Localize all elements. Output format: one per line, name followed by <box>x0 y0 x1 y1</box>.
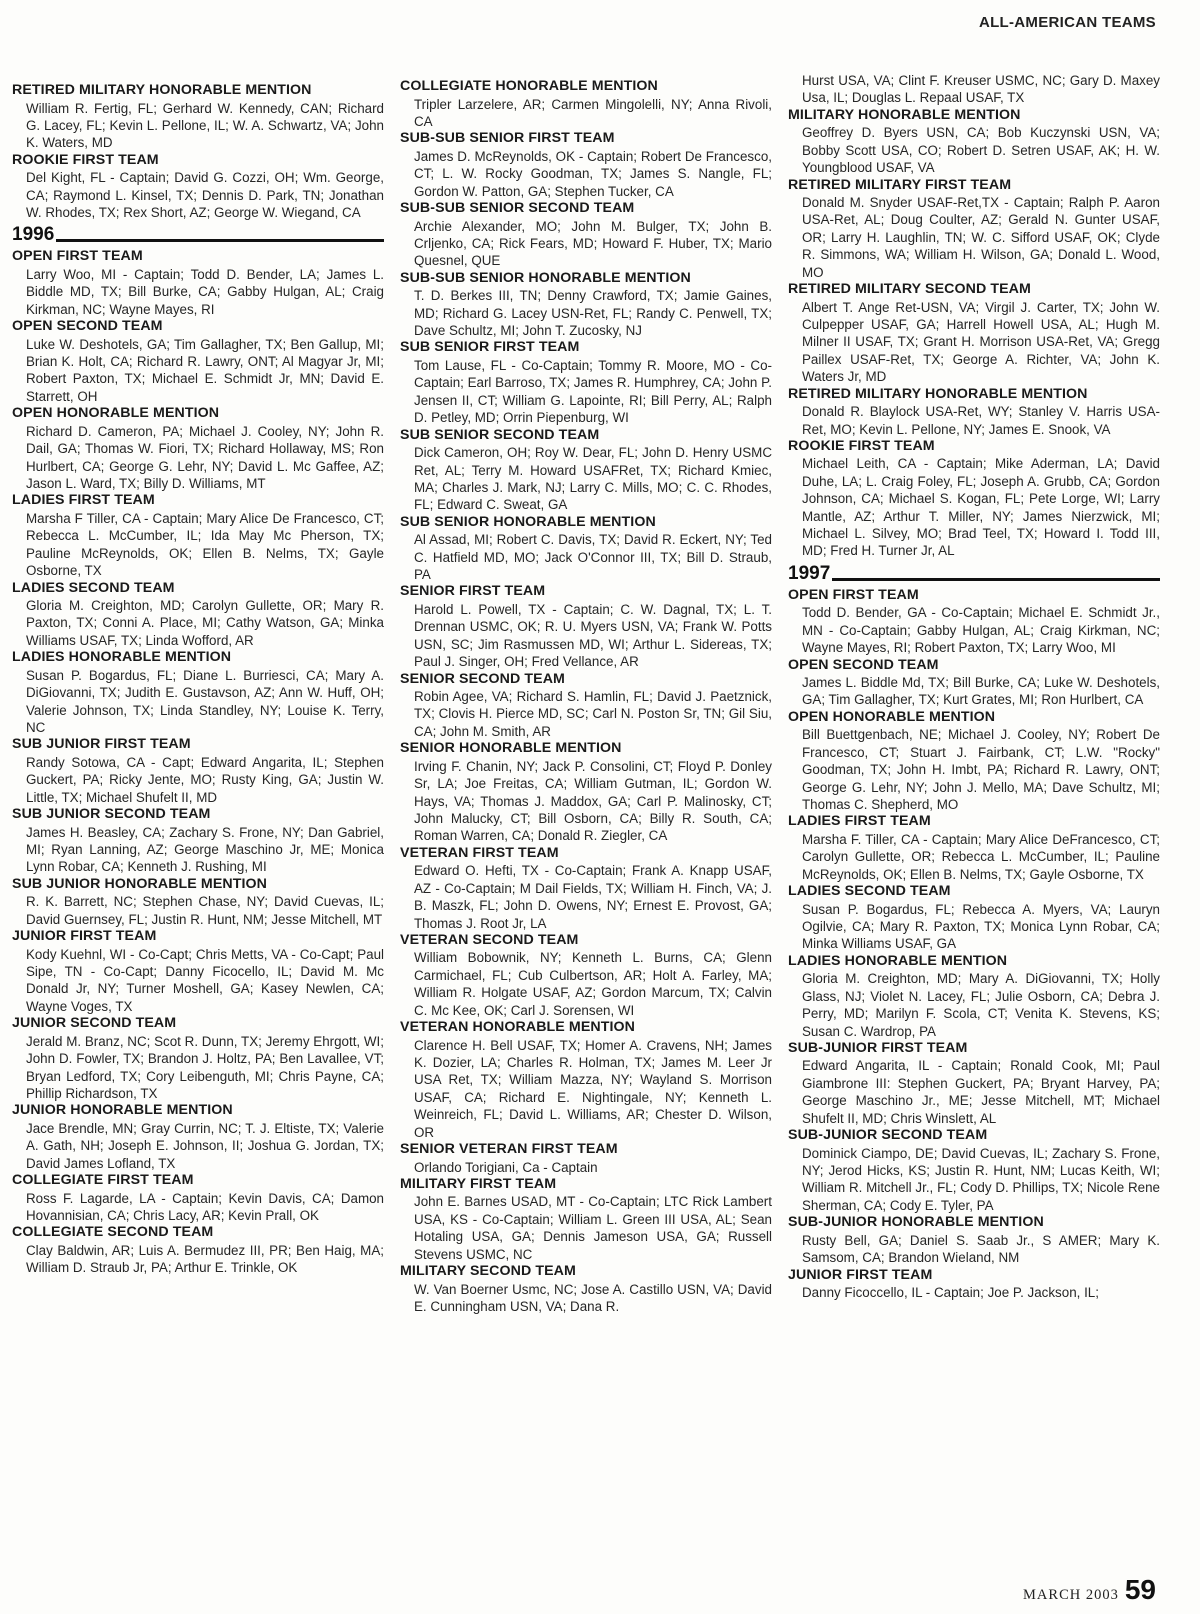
team-section <box>12 1224 384 1276</box>
team-heading: OPEN SECOND TEAM <box>788 656 939 673</box>
year-heading: 1997 <box>788 562 831 584</box>
team-section <box>400 932 772 1019</box>
team-section <box>788 107 1160 177</box>
team-members: Rusty Bell, GA; Daniel S. Saab Jr., S AMER; Mary K. Samsom, CA; Brandon Wieland, NM <box>802 1232 1160 1266</box>
team-section <box>400 200 772 270</box>
team-heading: VETERAN SECOND TEAM <box>400 931 579 948</box>
team-heading: OPEN HONORABLE MENTION <box>12 405 220 422</box>
team-section <box>12 736 384 806</box>
team-heading: RETIRED MILITARY SECOND TEAM <box>788 281 1031 298</box>
team-section <box>788 1267 1160 1302</box>
team-section <box>788 709 1160 814</box>
team-section <box>400 339 772 426</box>
team-members: William Bobownik, NY; Kenneth L. Burns, CA; Glenn Carmichael, FL; Cub Culbertson, AR; Holt A. Farley, MA; William R. Holgate USAF, AZ; Gordon Marcum, TX; Calvin C. Mc Kee, OK; Carl J. Sorensen, WI <box>414 950 772 1018</box>
year-heading: 1996 <box>12 224 55 246</box>
team-section <box>788 177 1160 282</box>
team-section <box>12 82 384 152</box>
team-section <box>12 152 384 222</box>
team-members: Albert T. Ange Ret-USN, VA; Virgil J. Carter, TX; John W. Culpepper USAF, GA; Harrell Howell USA, AL; Hugh M. Milner II USAF, TX; Grant H. Morrison USA-Ret, VA; Gregg Paillex USAF-Ret, TX; George A. Richter, VA; John K. Waters Jr, MD <box>802 299 1160 385</box>
team-section <box>788 1214 1160 1266</box>
team-heading: SUB SENIOR SECOND TEAM <box>400 426 600 443</box>
team-heading: SUB-JUNIOR HONORABLE MENTION <box>788 1214 1044 1231</box>
team-section <box>400 845 772 932</box>
team-members: Robin Agee, VA; Richard S. Hamlin, FL; David J. Paetznick, TX; Clovis H. Pierce MD, SC; Carl N. Poston Sr, TN; Gil Siu, CA; John M. Smith, AR <box>414 689 772 739</box>
team-members: Harold L. Powell, TX - Captain; C. W. Dagnal, TX; L. T. Drennan USMC, OK; R. U. Myers USN, VA; Frank W. Potts USN, SC; Jim Rasmussen MD, WI; Arthur L. Sidereas, TX; Paul J. Singer, OH; Fred Vellance, AR <box>414 601 772 670</box>
team-section <box>788 281 1160 386</box>
team-members: Danny Ficoccello, IL - Captain; Joe P. Jackson, IL; <box>802 1285 1099 1301</box>
team-heading: SENIOR VETERAN FIRST TEAM <box>400 1141 618 1157</box>
team-members: Clay Baldwin, AR; Luis A. Bermudez III, PR; Ben Haig, MA; William D. Straub Jr, PA; Arthur E. Trinkle, OK <box>26 1242 384 1276</box>
team-members: Susan P. Bogardus, FL; Diane L. Burriesci, CA; Mary A. DiGiovanni, TX; Judith E. Gustavson, AZ; Ann W. Huff, OH; Valerie Johnson, TX; Linda Standley, NY; Louise K. Terry, NC <box>26 667 384 735</box>
team-section <box>12 405 384 492</box>
team-members: Larry Woo, MI - Captain; Todd D. Bender, LA; James L. Biddle MD, TX; Bill Burke, CA; Gabby Hulgan, AL; Craig Kirkman, NC; Wayne Mayes, RI <box>26 266 384 317</box>
team-members: Luke W. Deshotels, GA; Tim Gallagher, TX; Ben Gallup, MI; Brian K. Holt, CA; Richard R. Lawry, ONT; Al Magyar Jr, MI; Robert Paxton, TX; Michael E. Schmidt Jr, MN; David E. Starrett, OH <box>26 336 384 404</box>
team-heading: JUNIOR HONORABLE MENTION <box>12 1102 233 1119</box>
team-section <box>400 270 772 340</box>
team-section <box>788 1040 1160 1127</box>
team-section <box>400 1176 772 1263</box>
team-members: James H. Beasley, CA; Zachary S. Frone, NY; Dan Gabriel, MI; Ryan Lanning, AZ; George Maschino Jr, ME; Monica Lynn Robar, CA; Kenneth J. Rushing, MI <box>26 824 384 875</box>
team-members: Donald M. Snyder USAF-Ret,TX - Captain; Ralph P. Aaron USA-Ret, AL; Doug Coulter, AZ; Gerald N. Gunter USAF, OR; Larry H. Laughlin, TN; W. C. Sifford USAF, OK; Clyde R. Simmons, WA; William H. Wilson, GA; Donald L. Wood, MO <box>802 195 1160 280</box>
team-heading: OPEN SECOND TEAM <box>12 318 163 335</box>
team-section <box>788 883 1160 953</box>
team-heading: LADIES HONORABLE MENTION <box>12 649 232 666</box>
team-heading: SENIOR FIRST TEAM <box>400 583 546 600</box>
team-heading: JUNIOR FIRST TEAM <box>788 1266 933 1283</box>
team-members: Dick Cameron, OH; Roy W. Dear, FL; John D. Henry USMC Ret, AL; Terry M. Howard USAFRet, TX; Richard Kmiec, MA; Charles J. Mark, NJ; Larry C. Mills, MO; C. C. Rhodes, FL; Edward C. Sweat, GA <box>414 445 772 513</box>
team-heading: RETIRED MILITARY HONORABLE MENTION <box>788 385 1088 402</box>
team-section <box>400 671 772 741</box>
team-heading: SUB SENIOR FIRST TEAM <box>400 339 580 356</box>
team-members: Irving F. Chanin, NY; Jack P. Consolini, CT; Floyd P. Donley Sr, LA; Joe Freitas, CA; William Gutman, IL; Gordon W. Hays, VA; Thomas J. Maddox, GA; Carl P. Malinosky, CT; John Malucky, CT; Bill Osborn, CA; Billy R. South, CA; Roman Warren, CA; Donald R. Ziegler, CA <box>414 758 772 844</box>
team-members: Hurst USA, VA; Clint F. Kreuser USMC, NC; Gary D. Maxey Usa, IL; Douglas L. Repaal USAF, TX <box>802 73 1160 106</box>
team-heading: COLLEGIATE HONORABLE MENTION <box>400 78 658 94</box>
team-section <box>400 78 772 130</box>
team-heading: VETERAN HONORABLE MENTION <box>400 1019 636 1036</box>
team-section <box>12 492 384 579</box>
team-members: James L. Biddle Md, TX; Bill Burke, CA; Luke W. Deshotels, GA; Tim Gallagher, TX; Kurt Grates, MI; Ron Hurlbert, CA <box>802 675 1160 708</box>
page-footer <box>1023 1574 1156 1606</box>
team-heading: ROOKIE FIRST TEAM <box>788 437 935 454</box>
team-section <box>400 1019 772 1141</box>
team-members: Tom Lause, FL - Co-Captain; Tommy R. Moore, MO - Co-Captain; Earl Barroso, TX; James R. Humphrey, CA; John P. Jensen II, CT; William G. Lapointe, RI; Bill Perry, AL; Ralph D. Petley, MD; Orrin Piepenburg, WI <box>414 357 772 426</box>
team-heading: LADIES SECOND TEAM <box>788 883 951 900</box>
team-heading: LADIES SECOND TEAM <box>12 579 175 596</box>
running-head: ALL-AMERICAN TEAMS <box>978 14 1156 31</box>
team-section <box>400 583 772 670</box>
team-section <box>400 514 772 584</box>
team-members: Archie Alexander, MO; John M. Bulger, TX; John B. Crljenko, CA; Rick Fears, MD; Howard F. Huber, TX; Mario Quesnel, QUE <box>414 218 772 269</box>
team-heading: OPEN FIRST TEAM <box>788 586 919 603</box>
page-number: 59 <box>1124 1574 1156 1605</box>
team-heading: JUNIOR SECOND TEAM <box>12 1015 177 1032</box>
team-section <box>400 130 772 200</box>
team-section <box>788 813 1160 883</box>
team-section <box>12 1172 384 1224</box>
team-members: T. D. Berkes III, TN; Denny Crawford, TX; Jamie Gaines, MD; Richard G. Lacey USN-Ret, FL; Randy C. Penwell, TX; Dave Schultz, MI; John T. Zucosky, NJ <box>414 288 772 339</box>
team-section <box>788 587 1160 657</box>
team-members: John E. Barnes USAD, MT - Co-Captain; LTC Rick Lambert USA, KS - Co-Captain; William L. Green III USA, AL; Sean Hotaling USA, GA; Dennis Jameson USA, GA; Russell Stevens USMC, NC <box>414 1194 772 1262</box>
team-members: William R. Fertig, FL; Gerhard W. Kennedy, CAN; Richard G. Lacey, FL; Kevin L. Pellone, IL; W. A. Schwartz, VA; John K. Waters, MD <box>26 100 384 151</box>
team-members: Orlando Torigiani, Ca - Captain <box>414 1159 598 1175</box>
team-heading: SUB JUNIOR HONORABLE MENTION <box>12 875 268 892</box>
column-1 <box>12 82 384 1277</box>
team-members: Del Kight, FL - Captain; David G. Cozzi, OH; Wm. George, CA; Raymond L. Kinsel, TX; Dennis D. Park, TN; Jonathan W. Rhodes, TX; Rex Short, AZ; George W. Wiegand, CA <box>26 170 384 221</box>
team-heading: RETIRED MILITARY HONORABLE MENTION <box>12 82 312 98</box>
team-heading: SUB-SUB SENIOR HONORABLE MENTION <box>400 269 691 286</box>
team-heading: MILITARY FIRST TEAM <box>400 1175 557 1192</box>
year-divider <box>788 564 1160 584</box>
team-heading: ROOKIE FIRST TEAM <box>12 151 159 168</box>
team-section <box>12 806 384 876</box>
team-heading: SUB-SUB SENIOR SECOND TEAM <box>400 200 635 217</box>
issue-date: MARCH 2003 <box>1023 1587 1119 1603</box>
column-2 <box>400 78 772 1315</box>
team-heading: SUB-SUB SENIOR FIRST TEAM <box>400 130 615 147</box>
team-heading: SENIOR HONORABLE MENTION <box>400 740 622 757</box>
team-heading: LADIES FIRST TEAM <box>788 813 931 830</box>
team-heading: MILITARY SECOND TEAM <box>400 1263 576 1280</box>
team-members: Gloria M. Creighton, MD; Carolyn Gullette, OR; Mary R. Paxton, TX; Conni A. Place, MI; Cathy Watson, GA; Minka Williams USAF, TX; Linda Wofford, AR <box>26 598 384 648</box>
team-members: Todd D. Bender, GA - Co-Captain; Michael E. Schmidt Jr., MN - Co-Captain; Gabby Hulgan, AL; Craig Kirkman, NC; Wayne Mayes, RI; Robert Paxton, TX; Larry Woo, MI <box>802 605 1160 656</box>
team-section <box>12 876 384 928</box>
team-members: Clarence H. Bell USAF, TX; Homer A. Cravens, NH; James K. Dozier, LA; Charles R. Holman, TX; James M. Leer Jr USA Ret, TX; William Mazza, NY; Wayland S. Morrison USAF, CA; Richard E. Nightingale, NY; Kenneth L. Weinreich, FL; David L. Williams, AR; Chester D. Wilson, OR <box>414 1037 772 1140</box>
team-heading: SENIOR SECOND TEAM <box>400 670 565 687</box>
team-heading: SUB-JUNIOR SECOND TEAM <box>788 1127 988 1144</box>
team-section <box>12 248 384 318</box>
team-section <box>788 438 1160 560</box>
team-heading: MILITARY HONORABLE MENTION <box>788 106 1021 123</box>
team-heading: VETERAN FIRST TEAM <box>400 844 559 861</box>
team-heading: LADIES FIRST TEAM <box>12 492 155 509</box>
team-section <box>788 386 1160 438</box>
column-3 <box>788 72 1160 1301</box>
team-members: W. Van Boerner Usmc, NC; Jose A. Castillo USN, VA; David E. Cunningham USN, VA; Dana R. <box>414 1281 772 1314</box>
team-members: Gloria M. Creighton, MD; Mary A. DiGiovanni, TX; Holly Glass, NJ; Violet N. Lacey, FL; Julie Osborn, CA; Debra J. Perry, MD; Marilyn F. Scola, CT; Venita K. Stevens, KS; Susan C. Wardrop, PA <box>802 971 1160 1039</box>
team-section <box>12 1102 384 1172</box>
team-heading: RETIRED MILITARY FIRST TEAM <box>788 176 1012 193</box>
team-section <box>12 649 384 736</box>
team-members: Kody Kuehnl, WI - Co-Capt; Chris Metts, VA - Co-Capt; Paul Sipe, TN - Co-Capt; Danny Ficocello, IL; David M. Mc Donald Jr, NY; Turner Moshell, GA; Kasey Newlen, CA; Wayne Voges, TX <box>26 946 384 1014</box>
team-section <box>12 318 384 405</box>
team-members: Al Assad, MI; Robert C. Davis, TX; David R. Eckert, NY; Ted C. Hatfield MD, MO; Jack O'Connor III, TX; Bill D. Straub, PA <box>414 532 772 583</box>
team-heading: COLLEGIATE SECOND TEAM <box>12 1224 214 1241</box>
team-section <box>12 928 384 1015</box>
team-heading: SUB JUNIOR FIRST TEAM <box>12 736 191 753</box>
team-heading: SUB-JUNIOR FIRST TEAM <box>788 1039 968 1056</box>
team-members: Dominick Ciampo, DE; David Cuevas, IL; Zachary S. Frone, NY; Jerod Hicks, KS; Justin R. Hunt, NM; Lucas Keith, WI; William R. Mitchell Jr., FL; Cody D. Phillips, TX; Nicole Rene Sherman, CA; Cody E. Tyler, PA <box>802 1145 1160 1213</box>
team-heading: SUB SENIOR HONORABLE MENTION <box>400 513 656 530</box>
team-members: Jace Brendle, MN; Gray Currin, NC; T. J. Eltiste, TX; Valerie A. Gath, NH; Joseph E. Johnson, II; Joshua G. Jordan, TX; David James Lofland, TX <box>26 1120 384 1171</box>
team-heading: LADIES HONORABLE MENTION <box>788 952 1008 969</box>
team-section <box>12 1015 384 1102</box>
team-section <box>788 953 1160 1040</box>
team-members: Edward O. Hefti, TX - Co-Captain; Frank A. Knapp USAF, AZ - Co-Captain; M Dail Fields, TX; William H. Finch, VA; J. B. Maszk, FL; John D. Owens, NY; Ernest E. Provost, GA; Thomas J. Root Jr, LA <box>414 863 772 931</box>
team-members: R. K. Barrett, NC; Stephen Chase, NY; David Cuevas, IL; David Guernsey, FL; Justin R. Hunt, NM; Jesse Mitchell, MT <box>26 894 384 927</box>
team-members: Donald R. Blaylock USA-Ret, WY; Stanley V. Harris USA-Ret, MO; Kevin L. Pellone, NY; James E. Snook, VA <box>802 404 1160 437</box>
team-heading: SUB JUNIOR SECOND TEAM <box>12 806 211 823</box>
team-members: Jerald M. Branz, NC; Scot R. Dunn, TX; Jeremy Ehrgott, WI; John D. Fowler, TX; Brandon J. Holtz, PA; Ben Lavallee, VT; Bryan Ledford, TX; Cory Leibenguth, MI; Chris Payne, CA; Phillip Richardson, TX <box>26 1033 384 1101</box>
team-section <box>788 657 1160 709</box>
team-members: Edward Angarita, IL - Captain; Ronald Cook, MI; Paul Giambrone III: Stephen Guckert, PA; Bryant Harvey, PA; George Maschino Jr., ME; Jesse Mitchell, MT; Michael Shufelt II, MD; Chris Winslett, AL <box>802 1058 1160 1126</box>
team-members: Richard D. Cameron, PA; Michael J. Cooley, NY; John R. Dail, GA; Thomas W. Fiori, TX; Richard Hollaway, MS; Ron Hurlbert, CA; George G. Lehr, NY; David L. Mc Gaffee, AZ; Jason L. Ward, TX; Billy D. Williams, MT <box>26 423 384 491</box>
team-heading: JUNIOR FIRST TEAM <box>12 928 157 945</box>
team-heading: COLLEGIATE FIRST TEAM <box>12 1172 194 1189</box>
team-members: James D. McReynolds, OK - Captain; Robert De Francesco, CT; L. W. Rocky Goodman, TX; James S. Nangle, FL; Gordon W. Patton, GA; Stephen Tucker, CA <box>414 148 772 199</box>
team-members: Tripler Larzelere, AR; Carmen Mingolelli, NY; Anna Rivoli, CA <box>414 96 772 129</box>
team-members: Marsha F Tiller, CA - Captain; Mary Alice De Francesco, CT; Rebecca L. McCumber, IL; Ida May Mc Pherson, TX; Pauline McReynolds, OK; Ellen B. Nelms, TX; Gayle Osborne, TX <box>26 510 384 579</box>
team-heading: OPEN HONORABLE MENTION <box>788 708 996 725</box>
team-section <box>400 1263 772 1315</box>
team-section <box>788 1127 1160 1214</box>
team-members: Bill Buettgenbach, NE; Michael J. Cooley, NY; Robert De Francesco, CT; Stuart J. Fairbank, CT; L.W. "Rocky" Goodman, TX; John H. Imbt, PA; Richard R. Lawry, ONT; George G. Lehr, NY; John J. Mello, MA; Dave Schultz, MI; Thomas C. Shepherd, MO <box>802 727 1160 812</box>
team-heading: OPEN FIRST TEAM <box>12 248 143 265</box>
team-section <box>400 427 772 514</box>
year-divider <box>12 225 384 245</box>
year-rule <box>56 239 384 242</box>
team-members: Susan P. Bogardus, FL; Rebecca A. Myers, VA; Lauryn Ogilvie, CA; Mary R. Paxton, TX; Monica Lynn Robar, CA; Minka Williams USAF, GA <box>802 901 1160 952</box>
continued-entry <box>788 72 1160 107</box>
team-members: Marsha F. Tiller, CA - Captain; Mary Alice DeFrancesco, CT; Carolyn Gullette, OR; Rebecca L. McCumber, IL; Pauline McReynolds, OK; Ellen B. Nelms, TX; Gayle Osborne, TX <box>802 831 1160 882</box>
team-section <box>400 740 772 845</box>
team-members: Randy Sotowa, CA - Capt; Edward Angarita, IL; Stephen Guckert, PA; Ricky Jente, MO; Rusty King, GA; Justin W. Little, TX; Michael Shufelt II, MD <box>26 754 384 805</box>
year-rule <box>832 578 1160 581</box>
team-section <box>12 580 384 650</box>
team-members: Michael Leith, CA - Captain; Mike Aderman, LA; David Duhe, LA; L. Craig Foley, FL; Joseph A. Grubb, CA; Gordon Johnson, CA; Michael S. Kogan, FL; Pete Lorge, WI; Larry Mantle, AZ; Arthur T. Miller, NY; James Nierzwick, MI; Michael L. Silvey, MO; Brad Teel, TX; Howard I. Todd III, MD; Fred H. Turner Jr, AL <box>802 456 1160 559</box>
team-members: Ross F. Lagarde, LA - Captain; Kevin Davis, CA; Damon Hovannisian, CA; Chris Lacy, AR; Kevin Prall, OK <box>26 1190 384 1223</box>
team-members: Geoffrey D. Byers USN, CA; Bob Kuczynski USN, VA; Bobby Scott USA, CO; Robert D. Setren USAF, AK; H. W. Youngblood USAF, VA <box>802 125 1160 176</box>
team-section <box>400 1141 772 1176</box>
